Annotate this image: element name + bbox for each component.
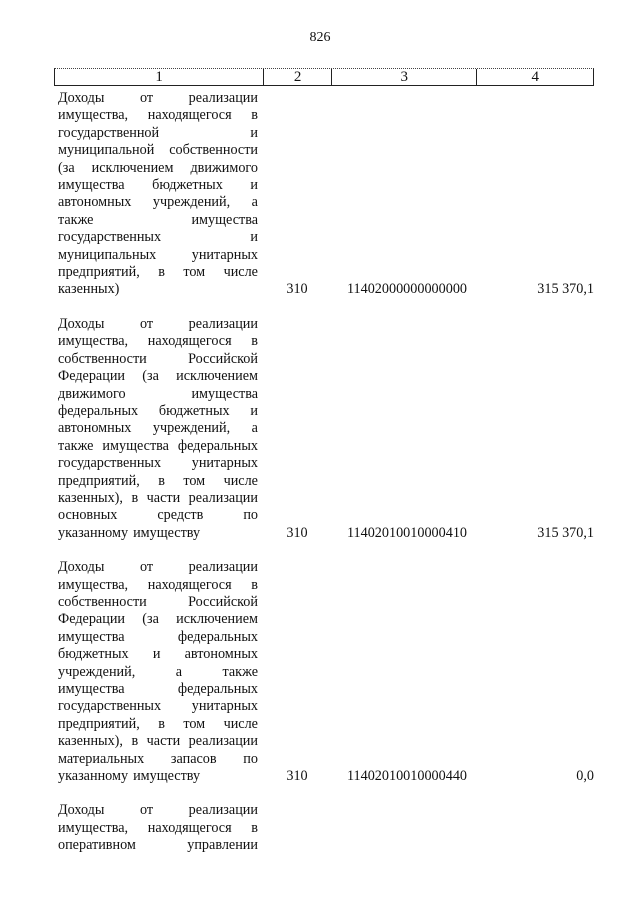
description-word: автономных xyxy=(184,646,258,663)
description-word: имущества xyxy=(58,177,125,194)
description-word: числе xyxy=(223,715,258,732)
description-word: числе xyxy=(223,472,258,489)
description-word: учреждений, xyxy=(152,194,231,211)
description-word: том xyxy=(183,264,206,281)
description-word: казенных) xyxy=(58,281,120,298)
description-word: и xyxy=(250,124,258,141)
description-word: реализации xyxy=(188,489,258,506)
row-code: 310 xyxy=(286,768,308,785)
description-word: указанному xyxy=(58,768,129,785)
description-word: движимого xyxy=(58,385,126,402)
description-word: имущества xyxy=(191,385,258,402)
table-row xyxy=(58,90,594,299)
description-word: Российской xyxy=(188,593,258,610)
description-word: предприятий, xyxy=(58,264,140,281)
table-header-row xyxy=(54,68,594,86)
description-word: Федерации xyxy=(58,611,126,628)
description-word: также xyxy=(58,211,94,228)
description-word: исключением xyxy=(176,368,258,385)
description-word: реализации xyxy=(188,802,258,819)
table-row xyxy=(58,802,594,854)
description-word: имуществу xyxy=(133,524,201,541)
description-word: имущества xyxy=(58,681,125,697)
description-word: в xyxy=(158,264,165,281)
description-word: бюджетных xyxy=(58,646,129,663)
description-word: реализации xyxy=(188,559,258,576)
description-word: предприятий, xyxy=(58,715,140,732)
description-word: числе xyxy=(223,264,258,281)
description-word: исключением xyxy=(91,159,174,176)
description-word: управлении xyxy=(187,837,258,854)
description-word: (за xyxy=(142,611,159,628)
description-word: и xyxy=(250,177,258,194)
description-word: имущества, xyxy=(58,819,129,836)
description-word: Доходы xyxy=(58,559,105,576)
row-description xyxy=(58,90,258,299)
table-row xyxy=(58,316,594,542)
description-word: собственности xyxy=(58,593,147,610)
description-word: учреждений, xyxy=(152,420,231,437)
description-word: муниципальных xyxy=(58,246,157,263)
description-word: движимого xyxy=(190,159,258,176)
description-word: имущества, xyxy=(58,333,129,350)
row-description xyxy=(58,559,258,785)
description-word: имущества xyxy=(191,211,258,228)
description-word: от xyxy=(139,315,154,332)
description-word: также xyxy=(58,437,94,454)
description-word: основных xyxy=(58,507,118,524)
description-word: реализации xyxy=(188,733,258,750)
description-word: муниципальной xyxy=(58,142,155,159)
description-word: государственных xyxy=(58,229,162,246)
description-word: Доходы xyxy=(58,802,105,819)
description-word: реализации xyxy=(188,315,258,332)
description-word: собственности xyxy=(169,142,258,159)
description-word: Российской xyxy=(188,350,258,367)
description-word: том xyxy=(183,715,206,732)
description-word: оперативном xyxy=(58,837,136,854)
row-value: 315 370,1 xyxy=(537,524,594,541)
row-value: 315 370,1 xyxy=(537,281,594,298)
description-word: имущества xyxy=(102,437,169,454)
description-word: имущества, xyxy=(58,107,129,124)
table-row xyxy=(58,559,594,785)
description-word: и xyxy=(152,646,161,663)
description-word: бюджетных xyxy=(152,177,223,194)
header-col-2: 2 xyxy=(264,69,332,85)
description-word: части xyxy=(146,733,181,750)
row-value: 0,0 xyxy=(576,768,594,785)
description-word: а xyxy=(251,420,258,437)
description-word: предприятий, xyxy=(58,472,140,489)
description-word: а xyxy=(251,194,258,211)
description-word: запасов xyxy=(170,750,217,767)
description-word: и xyxy=(250,402,258,419)
description-word: собственности xyxy=(58,350,147,367)
description-word: казенных), xyxy=(58,489,123,506)
row-kbk: 11402010010000410 xyxy=(346,524,468,541)
description-word: федеральных xyxy=(177,628,258,645)
description-word: исключением xyxy=(176,611,258,628)
description-word: находящегося xyxy=(147,333,232,350)
description-word: казенных), xyxy=(58,733,123,750)
description-word: (за xyxy=(58,159,75,176)
description-word: и xyxy=(250,229,258,246)
description-word: унитарных xyxy=(191,698,258,715)
description-word: в xyxy=(251,819,258,836)
description-word: от xyxy=(139,90,154,106)
description-word: том xyxy=(183,472,206,489)
header-col-1: 1 xyxy=(55,69,264,85)
row-kbk: 11402010010000440 xyxy=(346,768,468,785)
description-word: в xyxy=(158,715,165,732)
description-word: в xyxy=(251,333,258,350)
description-word: по xyxy=(243,507,258,524)
description-word: государственных xyxy=(58,455,162,472)
row-code: 310 xyxy=(286,524,308,541)
description-word: части xyxy=(146,489,181,506)
description-word: Доходы xyxy=(58,90,105,106)
description-word: по xyxy=(243,750,258,767)
description-word: от xyxy=(139,802,154,819)
description-word: имущества xyxy=(58,628,125,645)
description-word: государственных xyxy=(58,698,162,715)
row-description xyxy=(58,316,258,542)
row-kbk: 11402000000000000 xyxy=(346,281,468,298)
description-word: учреждений, xyxy=(58,663,136,680)
description-word: также xyxy=(222,663,258,680)
description-word: автономных xyxy=(58,194,132,211)
header-col-3: 3 xyxy=(332,69,477,85)
description-word: находящегося xyxy=(147,107,232,124)
description-word: в xyxy=(251,107,258,124)
header-col-4: 4 xyxy=(531,69,539,85)
description-word: унитарных xyxy=(191,455,258,472)
description-word: федеральных xyxy=(58,402,139,419)
table-body xyxy=(58,90,594,872)
description-word: от xyxy=(139,559,154,576)
description-word: автономных xyxy=(58,420,132,437)
description-word: бюджетных xyxy=(158,402,230,419)
description-word: находящегося xyxy=(147,576,232,593)
description-word: федеральных xyxy=(177,437,258,454)
description-word: указанному xyxy=(58,524,129,541)
description-word: средств xyxy=(157,507,204,524)
description-word: имуществу xyxy=(133,768,201,785)
description-word: федеральных xyxy=(177,681,258,697)
description-word: в xyxy=(251,576,258,593)
row-code: 310 xyxy=(286,281,308,298)
description-word: имущества, xyxy=(58,576,129,593)
description-word: реализации xyxy=(188,90,258,106)
description-word: а xyxy=(175,663,183,680)
description-word: в xyxy=(131,733,139,750)
page-number: 826 xyxy=(309,30,331,45)
description-word: Доходы xyxy=(58,315,105,332)
row-description xyxy=(58,802,258,854)
description-word: материальных xyxy=(58,750,145,767)
description-word: в xyxy=(131,489,139,506)
description-word: унитарных xyxy=(191,246,258,263)
description-word: в xyxy=(158,472,165,489)
description-word: (за xyxy=(142,368,159,385)
description-word: государственной xyxy=(58,124,160,141)
description-word: Федерации xyxy=(58,368,126,385)
description-word: находящегося xyxy=(147,819,232,836)
